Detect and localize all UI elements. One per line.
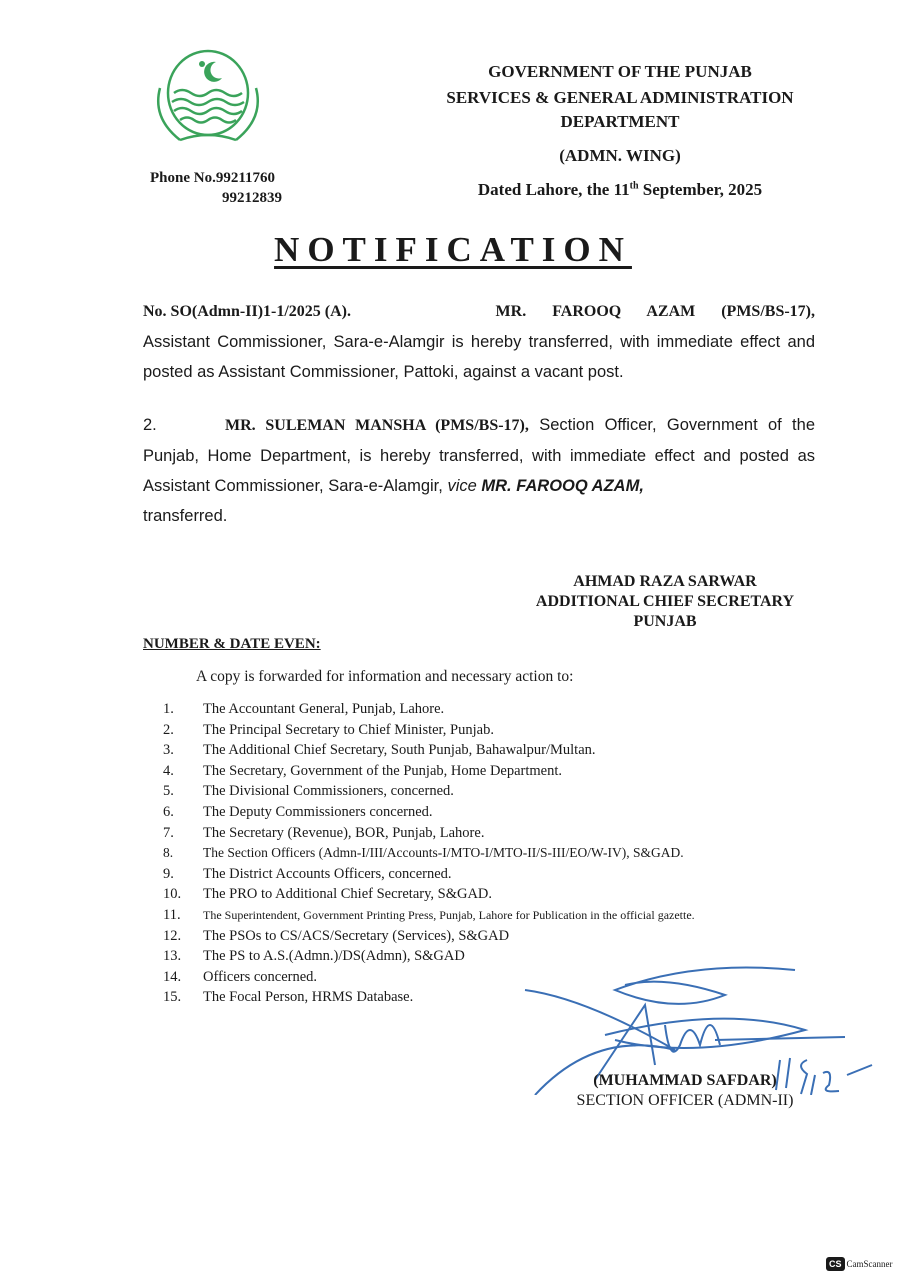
vice-word: vice xyxy=(447,477,477,495)
signatory-designation: ADDITIONAL CHIEF SECRETARY xyxy=(535,593,795,610)
recipient-text: The PRO to Additional Chief Secretary, S&GAD. xyxy=(203,886,493,903)
para2-text: Section Officer, Government of the Punjab, Home Department, is hereby transferred, with immediate effect and posted as Assistant Commissioner, Sara-e-Alamgir, xyxy=(143,416,815,495)
recipient-number: 13. xyxy=(163,948,182,965)
recipient-number: 1. xyxy=(163,701,174,717)
recipient-number: 7. xyxy=(163,824,174,841)
camscanner-watermark xyxy=(826,1257,893,1271)
dated-line xyxy=(400,180,840,200)
recipient-item xyxy=(163,823,695,844)
recipient-text: The Principal Secretary to Chief Minister, Punjab. xyxy=(203,721,494,738)
vice-name: MR. FAROOQ AZAM, xyxy=(481,477,644,495)
recipient-text: The PSOs to CS/ACS/Secretary (Services), S&GAD xyxy=(203,927,510,944)
recipient-number: 9. xyxy=(163,865,174,882)
recipient-text: The Accountant General, Punjab, Lahore. xyxy=(203,701,445,717)
officer-name-2: MR. SULEMAN MANSHA (PMS/BS-17), xyxy=(225,417,529,434)
copy-forwarded-line: A copy is forwarded for information and necessary action to: xyxy=(196,668,574,685)
recipient-number: 4. xyxy=(163,762,174,779)
section-officer-name: (MUHAMMAD SAFDAR) xyxy=(593,1072,777,1089)
para2-number: 2. xyxy=(143,416,157,434)
recipient-item xyxy=(163,946,695,967)
section-officer-designation: SECTION OFFICER (ADMN-II) xyxy=(576,1092,794,1109)
recipient-item xyxy=(163,843,695,864)
recipient-item xyxy=(163,802,695,823)
recipient-number: 11. xyxy=(163,906,181,923)
recipient-number: 2. xyxy=(163,721,174,738)
camscanner-text: CamScanner xyxy=(846,1259,893,1269)
recipient-text: The District Accounts Officers, concerned. xyxy=(203,865,452,882)
para1-text: Assistant Commissioner, Sara-e-Alamgir is hereby transferred, with immediate effect and posted as Assistant Commissioner, Pattoki, against a vacant post. xyxy=(143,333,815,381)
dated-suffix: September, 2025 xyxy=(638,180,763,199)
recipient-item xyxy=(163,864,695,885)
signatory-block xyxy=(470,572,860,632)
header-line-3: DEPARTMENT xyxy=(560,112,680,131)
recipient-number: 3. xyxy=(163,742,174,759)
title-text: NOTIFICATION xyxy=(274,230,632,269)
recipient-item xyxy=(163,905,695,926)
phone-2: 99212839 xyxy=(222,190,282,206)
admn-wing: (ADMN. WING) xyxy=(559,146,681,165)
number-date-even-heading: NUMBER & DATE EVEN: xyxy=(143,636,321,652)
paragraph-1 xyxy=(143,297,815,387)
punjab-emblem-logo xyxy=(150,48,270,148)
recipient-item xyxy=(163,720,695,741)
notification-title xyxy=(0,230,906,270)
recipient-text: The Secretary, Government of the Punjab, Home Department. xyxy=(203,762,563,779)
recipient-text: The Focal Person, HRMS Database. xyxy=(203,989,414,1006)
camscanner-badge: CS xyxy=(826,1257,845,1271)
phone-1: Phone No.99211760 xyxy=(150,170,276,186)
recipient-number: 5. xyxy=(163,783,174,800)
recipient-text: The Additional Chief Secretary, South Punjab, Bahawalpur/Multan. xyxy=(203,742,596,759)
recipient-text: The Deputy Commissioners concerned. xyxy=(203,803,433,820)
recipient-text: Officers concerned. xyxy=(203,968,318,985)
recipient-text: The PS to A.S.(Admn.)/DS(Admn), S&GAD xyxy=(203,948,465,965)
recipient-number: 14. xyxy=(163,968,182,985)
notification-number: No. SO(Admn-II)1-1/2025 (A). xyxy=(143,303,351,320)
para1-first-line xyxy=(143,297,815,327)
dated-prefix: Dated Lahore, the 11 xyxy=(477,180,630,199)
recipient-text: The Secretary (Revenue), BOR, Punjab, Lahore. xyxy=(203,824,485,841)
recipient-text: The Superintendent, Government Printing Press, Punjab, Lahore for Publication in the official gazette. xyxy=(203,907,695,922)
recipient-item xyxy=(163,781,695,802)
recipient-number: 12. xyxy=(163,927,182,944)
paragraph-2 xyxy=(143,410,815,531)
recipient-text: The Divisional Commissioners, concerned. xyxy=(203,783,454,800)
recipient-item xyxy=(163,699,695,720)
recipient-text: The Section Officers (Admn-I/III/Accounts-I/MTO-I/MTO-II/S-III/EO/W-IV), S&GAD. xyxy=(203,845,684,861)
recipient-item xyxy=(163,926,695,947)
recipient-item xyxy=(163,761,695,782)
para2-end: transferred. xyxy=(143,507,228,525)
dated-sup: th xyxy=(629,180,639,192)
recipient-number: 8. xyxy=(163,845,174,861)
header-line-1: GOVERNMENT OF THE PUNJAB xyxy=(488,62,752,81)
recipient-number: 6. xyxy=(163,803,174,820)
recipient-item xyxy=(163,740,695,761)
signatory-province: PUNJAB xyxy=(633,613,697,630)
signatory-name: AHMAD RAZA SARWAR xyxy=(573,573,757,590)
recipient-number: 15. xyxy=(163,989,182,1006)
recipient-number: 10. xyxy=(163,886,182,903)
header-line-2: SERVICES & GENERAL ADMINISTRATION xyxy=(446,88,794,107)
recipient-item xyxy=(163,884,695,905)
officer-name-1: MR. FAROOQ AZAM (PMS/BS-17), xyxy=(495,303,815,320)
recipient-list xyxy=(163,699,695,1008)
